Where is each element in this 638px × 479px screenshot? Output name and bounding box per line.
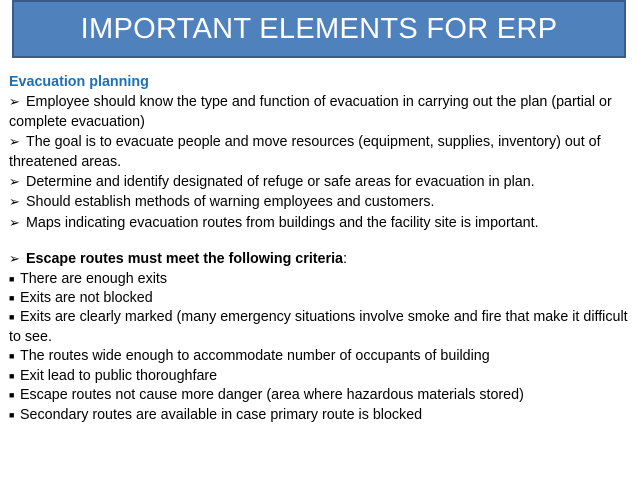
arrow-bullet-icon: ➢ bbox=[9, 194, 20, 210]
square-bullet-icon: ■ bbox=[9, 273, 15, 284]
arrow-bullet-item: ➢ Maps indicating evacuation routes from buildings and the facility site is important. bbox=[9, 214, 539, 231]
square-bullet-item: ■ Exits are clearly marked (many emergency situations involve smoke and fire that make it difficult to see. bbox=[9, 309, 628, 345]
arrow-bullet-icon: ➢ bbox=[9, 134, 20, 150]
arrow-bullet-item: ➢ The goal is to evacuate people and move resources (equipment, supplies, inventory) out of threatened areas. bbox=[9, 134, 601, 170]
slide-title: IMPORTANT ELEMENTS FOR ERP bbox=[80, 12, 558, 45]
square-bullet-item: ■ Exit lead to public thoroughfare bbox=[9, 367, 633, 386]
square-bullet-item: ■ Exits are not blocked bbox=[9, 289, 633, 308]
square-bullet-icon: ■ bbox=[9, 312, 15, 323]
title-banner bbox=[12, 0, 626, 58]
arrow-bullet-item: ➢ Employee should know the type and function of evacuation in carrying out the plan (partial or complete evacuation) bbox=[9, 94, 612, 130]
arrow-bullet-icon: ➢ bbox=[9, 174, 20, 190]
spacer bbox=[9, 233, 633, 249]
square-bullet-item: ■ There are enough exits bbox=[9, 270, 633, 289]
section-subtitle: Evacuation planning bbox=[9, 74, 149, 90]
square-bullet-item: ■ Escape routes not cause more danger (area where hazardous materials stored) bbox=[9, 386, 633, 405]
arrow-bullet-icon: ➢ bbox=[9, 94, 20, 110]
slide-content bbox=[9, 73, 633, 425]
criteria-heading: ➢ Escape routes must meet the following criteria: bbox=[9, 251, 347, 268]
arrow-bullet-item: ➢ Determine and identify designated of refuge or safe areas for evacuation in plan. bbox=[9, 174, 535, 191]
square-bullet-icon: ■ bbox=[9, 370, 15, 381]
square-bullet-icon: ■ bbox=[9, 409, 15, 420]
square-bullet-icon: ■ bbox=[9, 390, 15, 401]
square-bullet-item: ■ The routes wide enough to accommodate number of occupants of building bbox=[9, 347, 633, 366]
arrow-bullet-icon: ➢ bbox=[9, 214, 20, 230]
square-bullet-icon: ■ bbox=[9, 293, 15, 304]
square-bullet-icon: ■ bbox=[9, 351, 15, 362]
arrow-bullet-icon: ➢ bbox=[9, 251, 20, 267]
arrow-bullet-item: ➢ Should establish methods of warning employees and customers. bbox=[9, 194, 435, 211]
square-bullet-item: ■ Secondary routes are available in case primary route is blocked bbox=[9, 406, 633, 425]
